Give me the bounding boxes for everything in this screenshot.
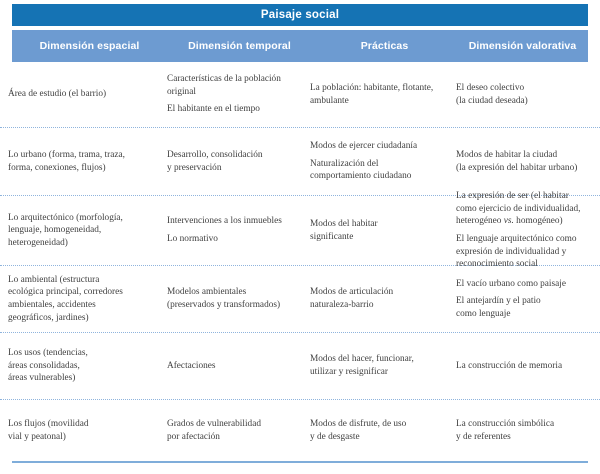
cell-text-block: Intervenciones a los inmuebles — [167, 216, 282, 227]
cell-dimension-temporal — [167, 360, 310, 373]
table-row — [0, 62, 600, 128]
cell-text-block: Modos de ejercer ciudadanía — [310, 141, 418, 152]
emphasis-text: vs. — [503, 216, 514, 227]
cell-text-block: Características de la población original — [167, 74, 281, 97]
cell-dimension-espacial — [0, 88, 167, 101]
cell-text-block: Modelos ambientales (preservados y transformados) — [167, 287, 281, 310]
cell-text-block: El deseo colectivo (la ciudad deseada) — [456, 82, 528, 106]
cell-text-block: Lo ambiental (estructura ecológica principal, corredores ambientales, accidentes geográficos, jardines) — [8, 274, 123, 323]
cell-text-block: El antejardín y el patio como lenguaje — [456, 296, 541, 319]
cell-dimension-temporal — [167, 149, 310, 174]
cell-dimension-temporal — [167, 286, 310, 311]
cell-practicas — [310, 140, 456, 183]
cell-text-block: La población: habitante, flotante, ambulante — [310, 82, 434, 106]
cell-text-block: Lo normativo — [167, 234, 218, 244]
cell-text-block: Naturalización del comportamiento ciudadano — [310, 158, 412, 182]
cell-dimension-valorativa — [456, 360, 600, 373]
cell-text-block: Modos de articulación naturaleza-barrio — [310, 287, 394, 310]
cell-text-block: Modos de disfrute, de uso y de desgaste — [310, 419, 407, 442]
cell-practicas — [310, 82, 456, 107]
table-bottom-rule — [12, 461, 588, 463]
cell-text-block: Grados de vulnerabilidad por afectación — [167, 419, 261, 442]
cell-practicas — [310, 286, 456, 311]
cell-practicas — [310, 218, 456, 243]
table-row — [0, 128, 600, 196]
table-title-bar — [12, 4, 588, 26]
cell-text-block: La expresión de ser (el habitar como ejercicio de individualidad, heterogéneo vs. homogéneo) — [456, 191, 581, 227]
cell-text-block: Modos del hacer, funcionar, utilizar y resignificar — [310, 354, 414, 377]
cell-text-block: La construcción de memoria — [456, 360, 563, 371]
cell-dimension-valorativa — [456, 190, 600, 271]
table-row — [0, 333, 600, 400]
cell-text-block: Área de estudio (el barrio) — [8, 89, 107, 100]
cell-text-block: La construcción simbólica y de referentes — [456, 419, 555, 442]
cell-dimension-valorativa — [456, 418, 600, 443]
cell-practicas — [310, 418, 456, 443]
cell-dimension-valorativa — [456, 278, 600, 321]
table-body — [0, 62, 600, 462]
cell-text-block: El lenguaje arquitectónico como expresión de individualidad y reconocimiento social — [456, 234, 577, 270]
column-header-dimension-valorativa: Dimensión valorativa — [468, 40, 577, 52]
cell-practicas — [310, 353, 456, 378]
cell-text-block: Los usos (tendencias, áreas consolidadas, áreas vulnerables) — [8, 348, 88, 384]
cell-text-block: Lo urbano (forma, trama, traza, forma, conexiones, flujos) — [8, 149, 125, 173]
cell-dimension-espacial — [0, 149, 167, 174]
cell-dimension-temporal — [167, 73, 310, 116]
table-title: Paisaje social — [260, 9, 340, 21]
cell-dimension-espacial — [0, 347, 167, 385]
cell-text-block: Lo arquitectónico (morfología, lenguaje, homogeneidad, heterogeneidad) — [8, 212, 123, 248]
cell-text-block: Modos de habitar la ciudad (la expresión del habitar urbano) — [456, 149, 578, 173]
cell-text-block: El vacío urbano como paisaje — [456, 278, 566, 289]
table-row — [0, 266, 600, 333]
column-header-dimension-temporal: Dimensión temporal — [188, 40, 291, 52]
cell-dimension-espacial — [0, 274, 167, 325]
cell-text-block: Afectaciones — [167, 360, 216, 371]
cell-dimension-espacial — [0, 212, 167, 250]
cell-text-block: Modos del habitar significante — [310, 218, 378, 242]
cell-dimension-temporal — [167, 418, 310, 443]
cell-text-block: El habitante en el tiempo — [167, 104, 260, 115]
column-header-dimension-espacial: Dimensión espacial — [39, 40, 140, 52]
cell-dimension-valorativa — [456, 149, 600, 174]
cell-dimension-valorativa — [456, 82, 600, 107]
cell-text-block: Los flujos (movilidad vial y peatonal) — [8, 419, 89, 442]
table-row — [0, 191, 600, 270]
column-header-row — [12, 30, 588, 62]
cell-text-block: Desarrollo, consolidación y preservación — [167, 149, 263, 173]
column-header-practicas: Prácticas — [360, 40, 409, 52]
cell-dimension-espacial — [0, 418, 167, 443]
cell-dimension-temporal — [167, 215, 310, 245]
table-row — [0, 400, 600, 462]
